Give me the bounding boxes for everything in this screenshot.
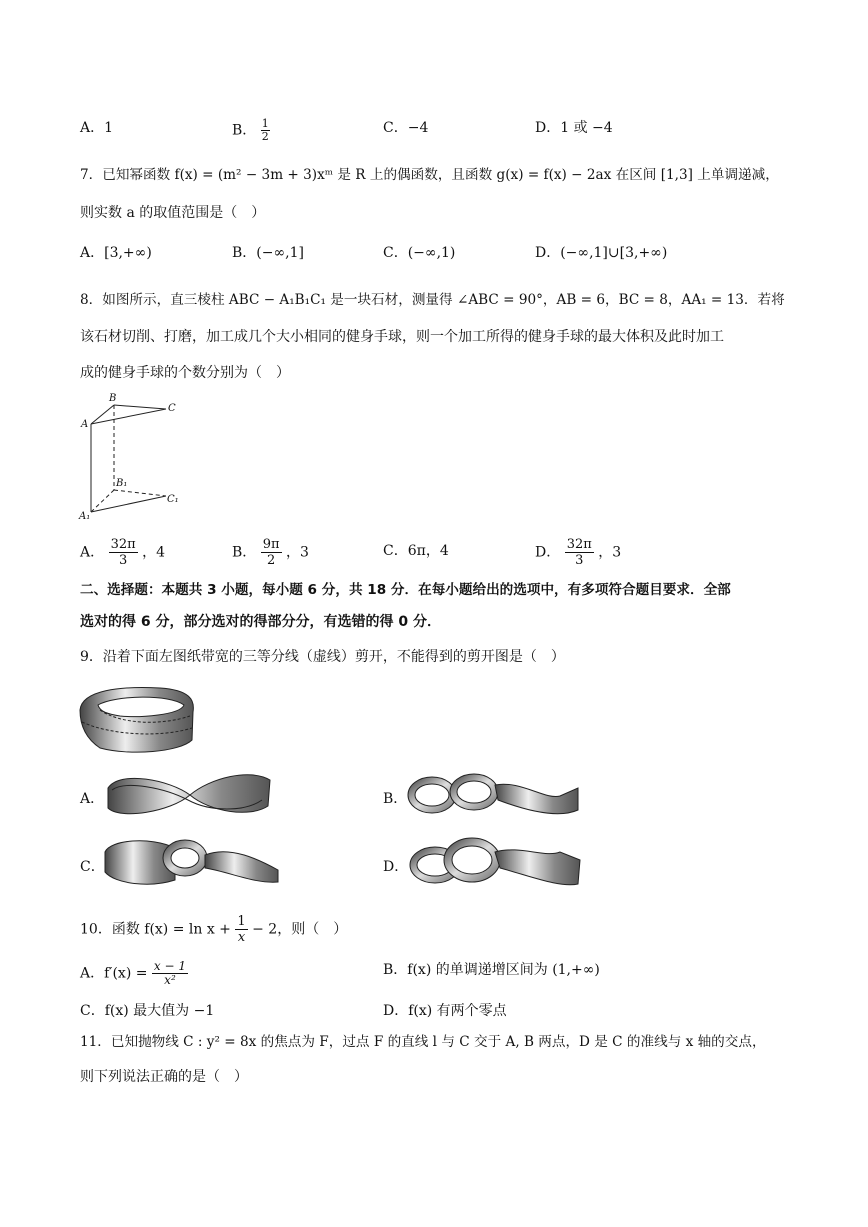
q8-option-c: [383, 541, 449, 561]
prism-edge-bc: [114, 405, 166, 409]
label-c: C: [168, 403, 176, 414]
q7-option-d: D．(−∞,1]∪[3,+∞): [535, 245, 668, 261]
q8-option-a-numerator: 32π: [110, 537, 136, 552]
q10-stem-post: − 2，则（ ）: [252, 921, 348, 938]
q6-option-b-fraction: [261, 118, 270, 143]
q9-option-c: C．: [80, 859, 105, 875]
q8-option-d-count: ，3: [598, 544, 622, 561]
q10-option-a-pre: A．f′(x) =: [80, 965, 152, 982]
q7-option-b: B．(−∞,1]: [232, 245, 304, 261]
q6-option-c: C．−4: [383, 120, 429, 136]
q8-option-d-denominator: 3: [575, 553, 584, 568]
q10-stem-pre: 10．函数 f(x) = ln x +: [80, 921, 236, 938]
q8-stem-line2: 该石材切削、打磨，加工成几个大小相同的健身手球，则一个加工所得的健身手球的最大体积及此时加工: [80, 329, 724, 345]
q10-option-a-numerator: x − 1: [153, 959, 187, 973]
q7-option-c: C．(−∞,1): [383, 245, 456, 261]
q9-option-a: A．: [80, 791, 105, 807]
q7-option-a: A．[3,+∞): [80, 245, 152, 261]
q10-option-a-denominator: x²: [164, 973, 176, 987]
prism-edge-a1c1: [91, 496, 166, 512]
q8-option-c-text: 6π，4: [407, 543, 449, 559]
q8-option-b-label: B．: [232, 544, 257, 561]
q8-option-d-fraction: [565, 537, 594, 568]
q8-option-d-numerator: 32π: [566, 537, 592, 552]
q8-option-c-label: C．: [383, 543, 408, 559]
q9-option-b: B．: [383, 791, 408, 807]
q10-stem-numerator: 1: [237, 914, 246, 929]
q8-option-b-fraction: [261, 537, 282, 568]
q10-option-c: C．f(x) 最大值为 −1: [80, 1003, 215, 1019]
q6-option-a: A．1: [80, 120, 114, 136]
q10-option-a: [80, 960, 188, 987]
q8-stem-line3: 成的健身手球的个数分别为（ ）: [80, 365, 290, 381]
label-a: A: [81, 419, 89, 430]
section2-header-line1: 二、选择题：本题共 3 小题，每小题 6 分，共 18 分．在每小题给出的选项中，有多项符合题目要求．全部: [80, 582, 731, 598]
q8-option-b: [232, 537, 309, 568]
label-c1: C₁: [167, 494, 179, 505]
q6-option-d: D．1 或 −4: [535, 120, 613, 136]
q8-option-a: [80, 537, 165, 568]
q6-fraction-numerator: 1: [261, 117, 269, 130]
q9-stem: 9．沿着下面左图纸带宽的三等分线（虚线）剪开，不能得到的剪开图是（ ）: [80, 649, 565, 665]
q10-stem: [80, 914, 347, 945]
prism-edge-a1b1: [91, 490, 114, 512]
q10-option-b: B．f(x) 的单调递增区间为 (1,+∞): [383, 962, 600, 978]
option-d-figure: [410, 838, 580, 885]
q11-stem-line1: 11．已知抛物线 C : y² = 8x 的焦点为 F，过点 F 的直线 l 与 C 交于 A, B 两点，D 是 C 的准线与 x 轴的交点，: [80, 1034, 766, 1050]
q6-fraction-denominator: 2: [261, 130, 269, 143]
label-a1: A₁: [79, 511, 91, 522]
label-b: B: [109, 393, 117, 404]
q8-option-d-label: D．: [535, 544, 561, 561]
prism-edge-ac: [91, 409, 166, 424]
section2-header-line2: 选对的得 6 分，部分选对的得部分分，有选错的得 0 分．: [80, 614, 441, 630]
q8-option-a-denominator: 3: [118, 553, 128, 568]
q10-option-a-fraction: [152, 960, 188, 987]
q10-stem-fraction: [235, 914, 247, 945]
q10-option-d: D．f(x) 有两个零点: [383, 1003, 507, 1019]
label-b1: B₁: [116, 478, 128, 489]
q6-option-b: [232, 118, 270, 143]
q8-option-a-label: A．: [80, 544, 105, 561]
q7-stem-line2: 则实数 a 的取值范围是（ ）: [80, 205, 266, 221]
q11-stem-line2: 则下列说法正确的是（ ）: [80, 1069, 248, 1085]
option-a-figure: [108, 775, 270, 814]
q8-option-a-fraction: [109, 537, 138, 568]
q8-stem-line1: 8．如图所示，直三棱柱 ABC − A₁B₁C₁ 是一块石材，测量得 ∠ABC = 90°，AB = 6，BC = 8，AA₁ = 13．若将: [80, 292, 785, 308]
q7-stem-line1: 7．已知幂函数 f(x) = (m² − 3m + 3)xᵐ 是 R 上的偶函数，且函数 g(x) = f(x) − 2ax 在区间 [1,3] 上单调递减，: [80, 167, 779, 183]
q8-option-d: [535, 537, 621, 568]
q8-option-a-count: ，4: [142, 544, 166, 561]
option-c-figure: [105, 840, 278, 884]
q8-option-b-count: ，3: [286, 544, 309, 561]
option-b-figure: [408, 774, 578, 814]
q8-option-b-denominator: 2: [267, 553, 276, 568]
q6-option-b-label: B．: [232, 122, 257, 139]
q9-option-d: D．: [383, 859, 409, 875]
q10-stem-denominator: x: [237, 930, 246, 945]
q8-option-b-numerator: 9π: [262, 537, 280, 552]
mobius-strip-figure: [80, 688, 193, 753]
